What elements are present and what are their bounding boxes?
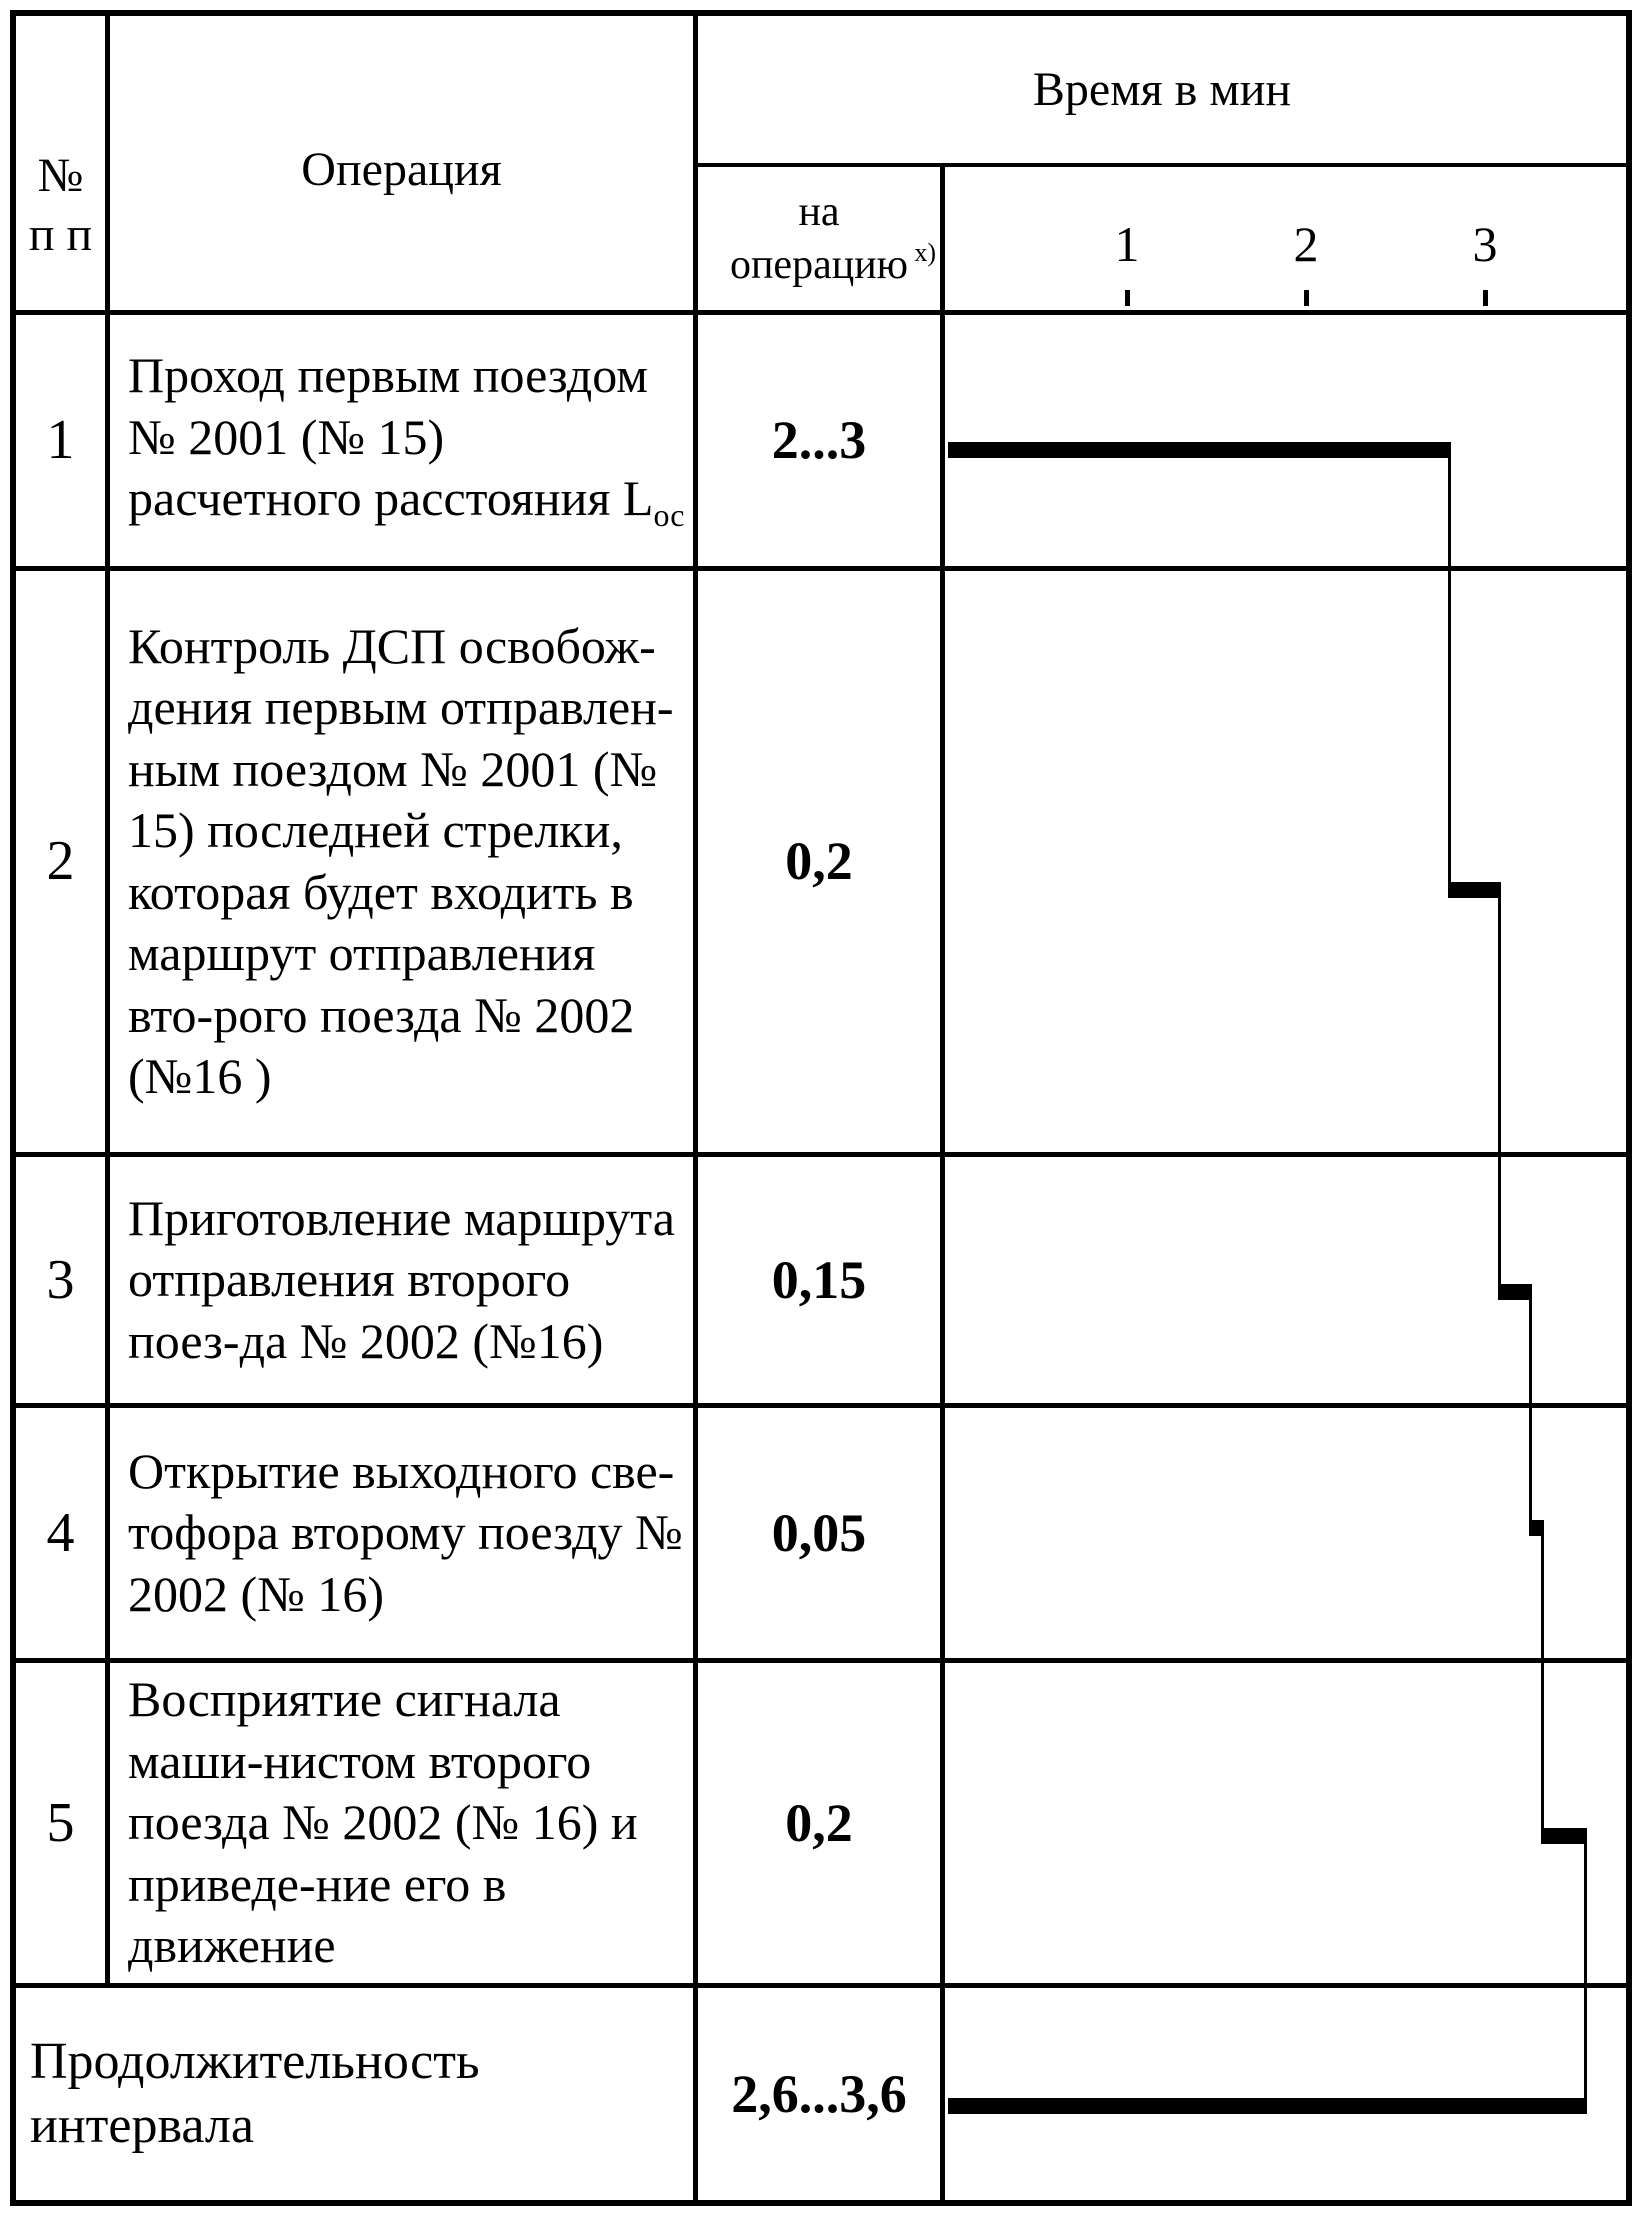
row-duration: 0,2 bbox=[785, 1792, 853, 1853]
gantt-bar bbox=[1449, 882, 1499, 898]
per-op-text: на операцию bbox=[729, 189, 909, 288]
gantt-connector bbox=[1529, 1284, 1532, 1536]
tick-mark-3 bbox=[1483, 290, 1488, 306]
header-operation: Операция bbox=[301, 143, 502, 197]
row-number: 1 bbox=[46, 409, 75, 472]
rule-bottom bbox=[10, 2200, 1632, 2206]
per-op-sup: x) bbox=[914, 238, 936, 267]
row-operation bbox=[128, 571, 688, 1152]
gantt-connector bbox=[1448, 442, 1451, 898]
row-duration: 2...3 bbox=[771, 410, 867, 471]
header-time: Время в мин bbox=[1032, 62, 1292, 116]
row-number: 5 bbox=[46, 1791, 75, 1854]
row-operation bbox=[128, 315, 688, 566]
operation-subscript: ос bbox=[653, 497, 685, 534]
tick-label-1: 1 bbox=[1114, 216, 1140, 272]
row-operation bbox=[128, 1157, 688, 1403]
total-label: Продолжительность интервала bbox=[30, 2033, 480, 2154]
gantt-bar bbox=[1542, 1828, 1585, 1844]
operation-text: Восприятие сигнала маши-нистом второго поезда № 2002 (№ 16) и приведе-ние его в движение bbox=[128, 1671, 638, 1974]
tick-label-3: 3 bbox=[1472, 216, 1498, 272]
header-per-op bbox=[698, 167, 940, 310]
gantt-connector bbox=[1584, 1828, 1587, 2114]
operation-text: Контроль ДСП освобож-дения первым отправлен-ным поездом № 2001 (№ 15) последней стрелки, которая будет входить в маршрут отправления вто-рого поезда № 2002 (№16 ) bbox=[128, 617, 674, 1104]
gantt-connector bbox=[1498, 882, 1501, 1300]
gantt-bar bbox=[948, 442, 1449, 458]
gantt-bar bbox=[1499, 1284, 1529, 1300]
total-value: 2,6...3,6 bbox=[731, 2063, 907, 2124]
operation-text: Открытие выходного све-тофора второму поезду № 2002 (№ 16) bbox=[128, 1442, 683, 1622]
row-operation bbox=[128, 1408, 688, 1658]
rule-after-num bbox=[105, 10, 110, 1988]
row-duration: 0,2 bbox=[785, 831, 853, 892]
gantt-total-bar bbox=[948, 2098, 1585, 2114]
tick-mark-2 bbox=[1304, 290, 1309, 306]
row-number: 3 bbox=[46, 1248, 75, 1311]
header-num: № п п bbox=[28, 148, 93, 261]
gantt-connector bbox=[1541, 1520, 1544, 1844]
row-number: 2 bbox=[46, 830, 75, 893]
rule-after-val bbox=[940, 163, 945, 2206]
row-duration: 0,05 bbox=[771, 1502, 867, 1563]
tick-label-2: 2 bbox=[1293, 216, 1319, 272]
operation-text: Проход первым поездом № 2001 (№ 15) расчетного расстояния $L_{ос}$ bbox=[128, 347, 685, 534]
row-duration: 0,15 bbox=[771, 1249, 867, 1310]
row-operation bbox=[128, 1663, 688, 1983]
rule-right bbox=[1626, 10, 1632, 2206]
operation-text: Приготовление маршрута отправления второго поез-да № 2002 (№16) bbox=[128, 1189, 675, 1369]
tick-mark-1 bbox=[1125, 290, 1130, 306]
row-number: 4 bbox=[46, 1501, 75, 1564]
